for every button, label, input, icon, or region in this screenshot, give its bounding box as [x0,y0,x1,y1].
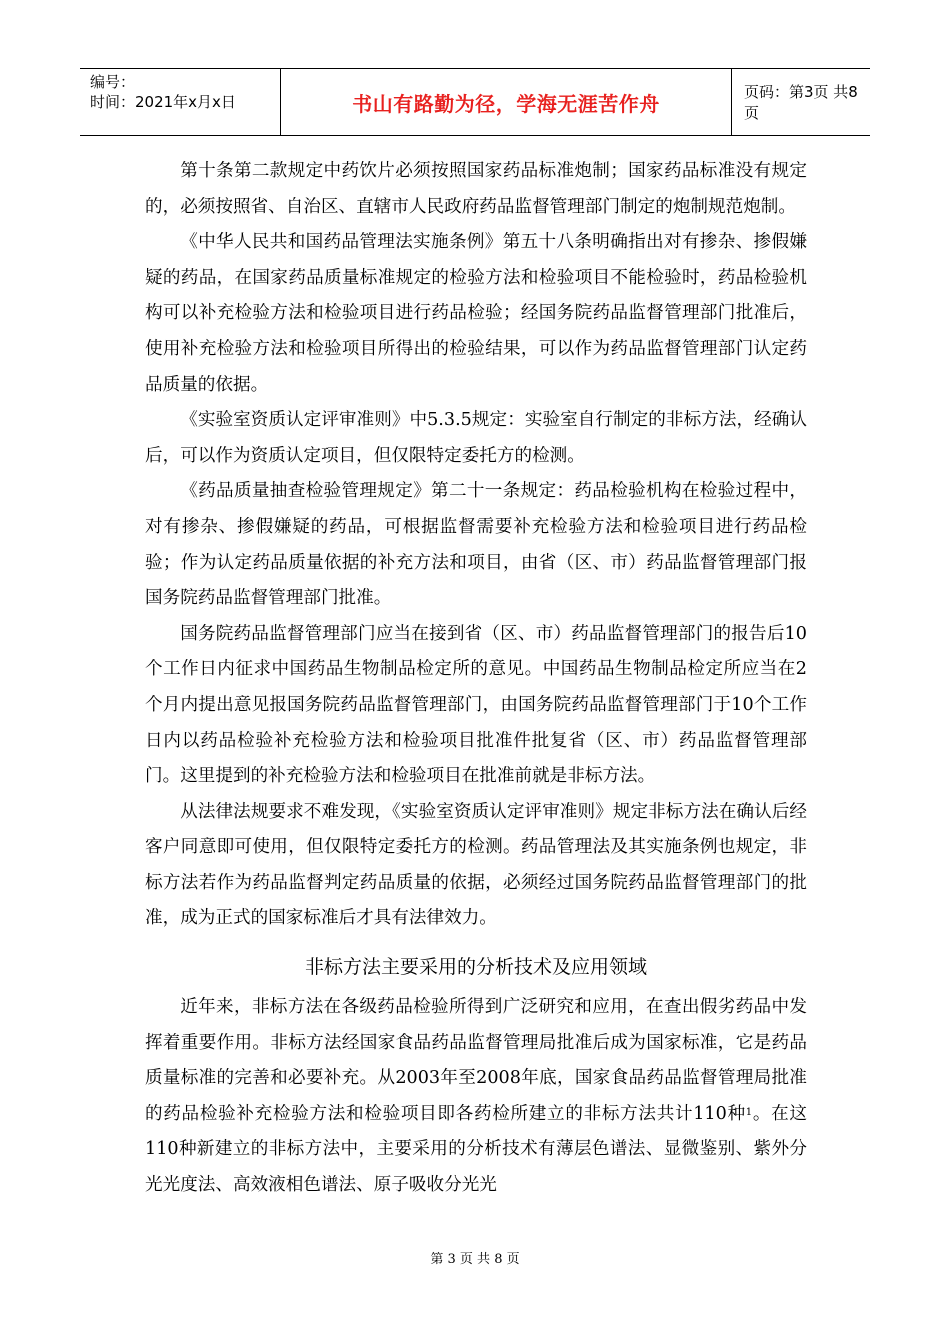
header-page-info: 页码：第3页 共8页 [744,83,858,122]
header-motto-cell [280,69,732,135]
document-date: 时间：2021年x月x日 [90,93,236,111]
paragraph-text: 。在这110种新建立的非标方法中，主要采用的分析技术有薄层色谱法、显微鉴别、紫外分光光度法、高效液相色谱法、原子吸收分光光 [145,1103,807,1196]
document-number-label: 编号： [90,73,136,91]
paragraph: 《药品质量抽查检验管理规定》第二十一条规定：药品检验机构在检验过程中，对有掺杂、掺假嫌疑的药品，可根据监督需要补充检验方法和检验项目进行药品检验；作为认定药品质量依据的补充方法和项目，由省（区、市）药品监督管理部门报国务院药品监督管理部门批准。 [145,481,807,609]
paragraph: 国务院药品监督管理部门应当在接到省（区、市）药品监督管理部门的报告后10个工作日内征求中国药品生物制品检定所的意见。中国药品生物制品检定所应当在2个月内提出意见报国务院药品监督管理部门，由国务院药品监督管理部门于10个工作日内以药品检验补充检验方法和检验项目批准件批复省（区、市）药品监督管理部门。这里提到的补充检验方法和检验项目在批准前就是非标方法。 [145,623,807,787]
paragraph [145,990,807,1204]
document-body [145,154,807,1204]
paragraph: 从法律法规要求不难发现，《实验室资质认定评审准则》规定非标方法在确认后经客户同意即可使用，但仅限特定委托方的检测。药品管理法及其实施条例也规定，非标方法若作为药品监督判定药品质量的依据，必须经过国务院药品监督管理部门的批准，成为正式的国家标准后才具有法律效力。 [145,801,807,929]
paragraph: 《实验室资质认定评审准则》中5.3.5规定：实验室自行制定的非标方法，经确认后，可以作为资质认定项目，但仅限特定委托方的检测。 [145,410,807,466]
paragraph-text: 近年来，非标方法在各级药品检验所得到广泛研究和应用，在查出假劣药品中发挥着重要作用。非标方法经国家食品药品监督管理局批准后成为国家标准，它是药品质量标准的完善和必要补充。从2003年至2008年底，国家食品药品监督管理局批准的药品检验补充检验方法和检验项目即各药检所建立的非标方法共计110种 [145,997,807,1124]
section-heading: 非标方法主要采用的分析技术及应用领域 [304,956,647,979]
header-motto: 书山有路勤为径，学海无涯苦作舟 [352,91,660,116]
page-footer: 第 3 页 共 8 页 [430,1252,520,1267]
header-meta [80,69,280,135]
footnote-marker: 1 [745,1106,753,1118]
paragraph: 《中华人民共和国药品管理法实施条例》第五十八条明确指出对有掺杂、掺假嫌疑的药品，在国家药品质量标准规定的检验方法和检验项目不能检验时，药品检验机构可以补充检验方法和检验项目进行药品检验；经国务院药品监督管理部门批准后，使用补充检验方法和检验项目所得出的检验结果，可以作为药品监督管理部门认定药品质量的依据。 [145,232,807,395]
page-header [80,68,870,136]
paragraph: 第十条第二款规定中药饮片必须按照国家药品标准炮制；国家药品标准没有规定的，必须按照省、自治区、直辖市人民政府药品监督管理部门制定的炮制规范炮制。 [145,161,807,217]
